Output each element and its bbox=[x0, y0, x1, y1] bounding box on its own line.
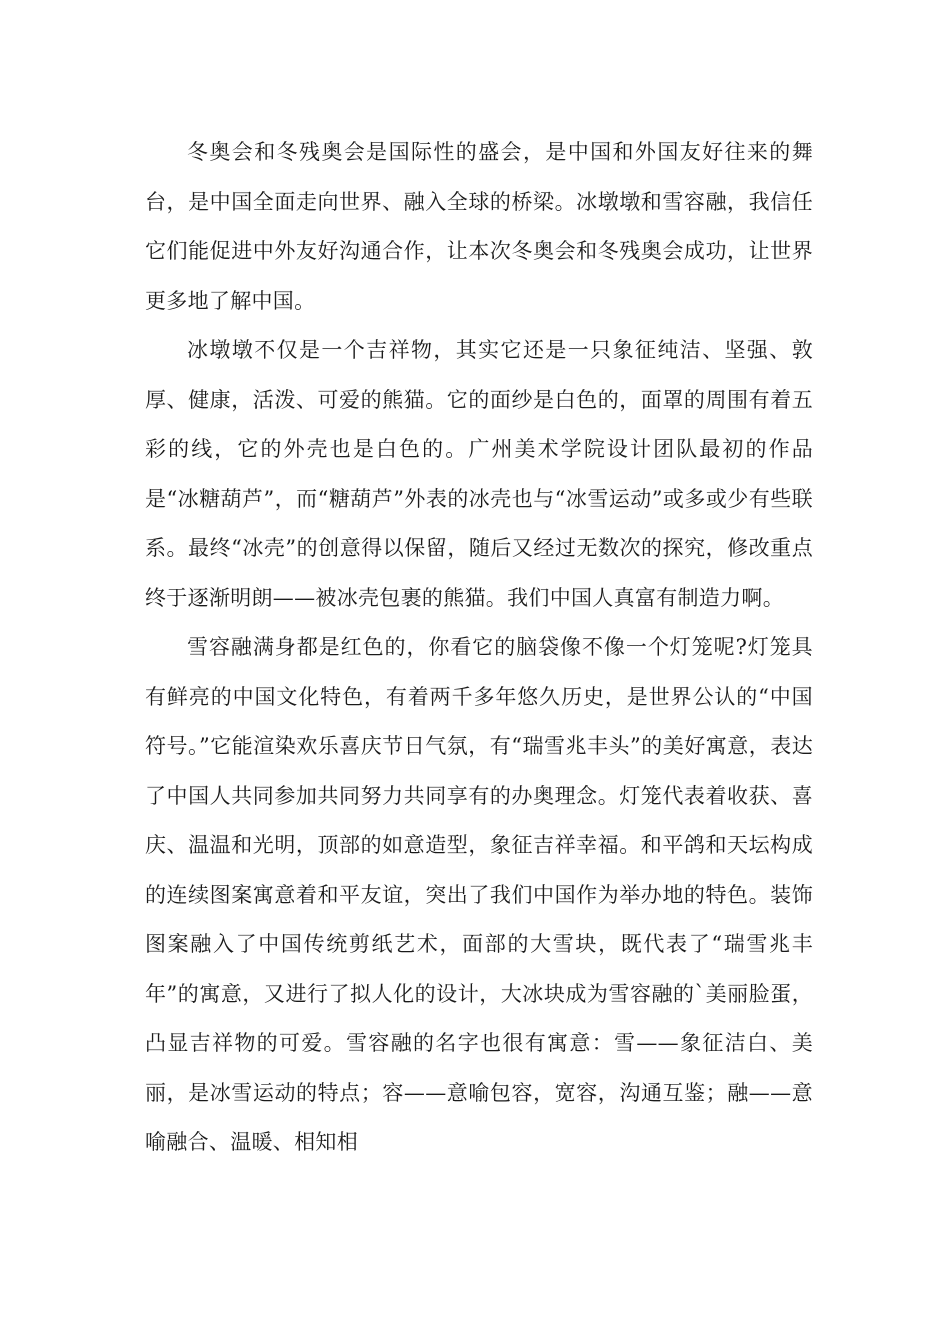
paragraph-shuey-rhon-rhon: 雪容融满身都是红色的，你看它的脑袋像不像一个灯笼呢?灯笼具有鲜亮的中国文化特色，有着两千多年悠久历史，是世界公认的“中国符号。”它能渲染欢乐喜庆节日气氛，有“瑞雪兆丰头”的美好寓意，表达了中国人共同参加共同努力共同享有的办奥理念。灯笼代表着收获、喜庆、温温和光明，顶部的如意造型，象征吉祥幸福。和平鸽和天坛构成的连续图案寓意着和平友谊，突出了我们中国作为举办地的特色。装饰图案融入了中国传统剪纸艺术，面部的大雪块，既代表了“瑞雪兆丰年”的寓意，又进行了拟人化的设计，大冰块成为雪容融的`美丽脸蛋，凸显吉祥物的可爱。雪容融的名字也很有寓意：雪——象征洁白、美丽，是冰雪运动的特点；容——意喻包容，宽容，沟通互鉴；融——意喻融合、温暖、相知相 bbox=[145, 635, 813, 1154]
paragraph-winter-olympics-intro: 冬奥会和冬残奥会是国际性的盛会，是中国和外国友好往来的舞台，是中国全面走向世界、融入全球的桥梁。冰墩墩和雪容融，我信任它们能促进中外友好沟通合作，让本次冬奥会和冬残奥会成功，让世界更多地了解中国。 bbox=[145, 140, 813, 313]
document-body bbox=[145, 128, 813, 1168]
paragraph-bing-dwen-dwen: 冰墩墩不仅是一个吉祥物，其实它还是一只象征纯洁、坚强、敦厚、健康，活泼、可爱的熊猫。它的面纱是白色的，面罩的周围有着五彩的线，它的外壳也是白色的。广州美术学院设计团队最初的作品是“冰糖葫芦”，而“糖葫芦”外表的冰壳也与“冰雪运动”或多或少有些联系。最终“冰壳”的创意得以保留，随后又经过无数次的探究，修改重点终于逐渐明朗——被冰壳包裹的熊猫。我们中国人真富有制造力啊。 bbox=[145, 338, 813, 610]
